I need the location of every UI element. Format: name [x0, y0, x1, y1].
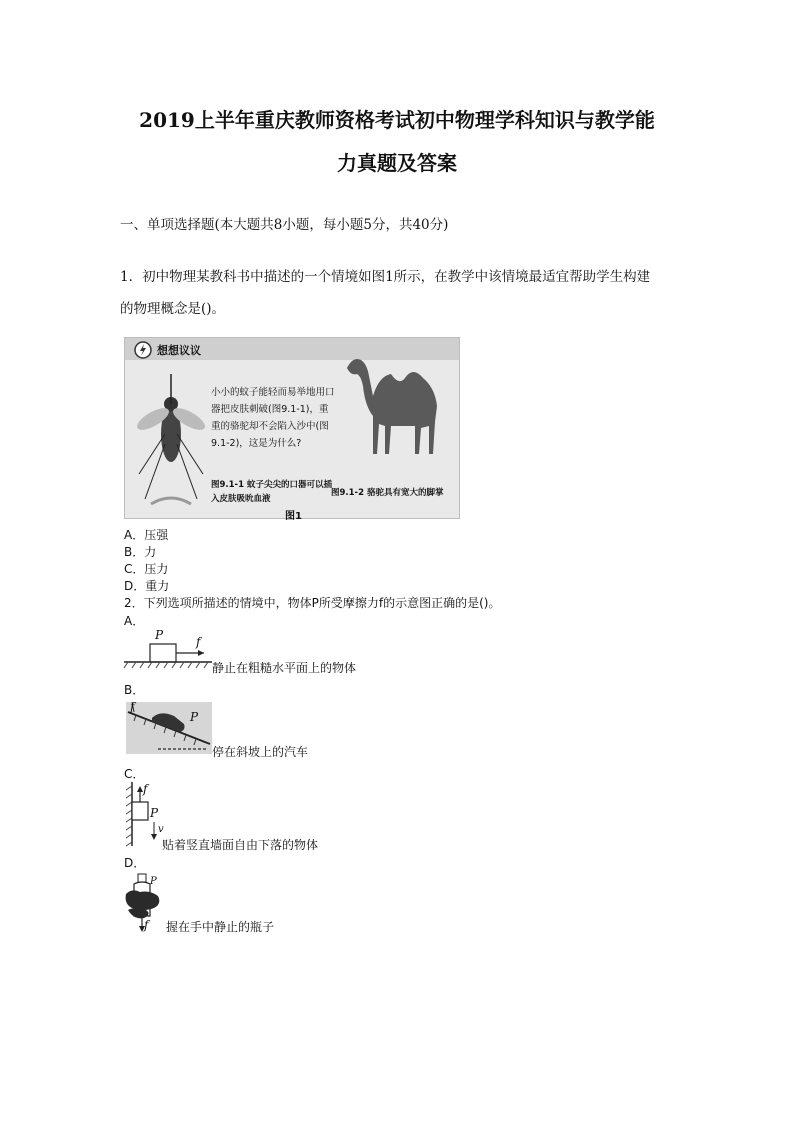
- q2-option-c-caption: 贴着竖直墙面自由下落的物体: [162, 838, 319, 852]
- q2-option-b-letter: B．: [124, 683, 145, 697]
- figure-caption-left: 图9.1-1 蚊子尖尖的口器可以插入皮肤吸吮血液: [211, 480, 332, 504]
- diagram-d-label-p: P: [150, 876, 157, 887]
- figure-header-text: 想想议议: [157, 344, 201, 357]
- diagram-a-horizontal-surface: [124, 628, 214, 668]
- figure-1: [124, 337, 460, 519]
- figure-story-text: 小小的蚊子能轻而易举地用口器把皮肤刺破(图9.1-1)，重重的骆驼却不会陷入沙中(图9.1-2)，这是为什么?: [211, 387, 335, 449]
- mosquito-icon: [131, 364, 211, 514]
- q2-option-c-letter: C．: [124, 767, 145, 781]
- q2-option-a-caption: 静止在粗糙水平面上的物体: [212, 661, 357, 675]
- page-title-line2: 力真题及答案: [337, 151, 457, 175]
- q1-stem-line1: 1．初中物理某教科书中描述的一个情境如图1所示，在教学中该情境最适宜帮助学生构建: [120, 269, 651, 285]
- q2-option-d-letter: D．: [124, 856, 146, 870]
- diagram-d-hand-bottle: [122, 872, 164, 938]
- figure-caption-right: 图9.1-2 骆驼具有宽大的脚掌: [331, 488, 444, 498]
- diagram-b-label-f: f: [130, 700, 135, 714]
- ground-dashed-line: [158, 747, 208, 751]
- q2-option-a-letter: A．: [124, 614, 145, 628]
- diagram-c-label-f: f: [143, 782, 148, 796]
- section-heading: 一、单项选择题(本大题共8小题，每小题5分，共40分): [120, 217, 449, 233]
- diagram-c-label-v: v: [158, 824, 164, 835]
- q1-option-c: C．压力: [124, 562, 169, 576]
- diagram-a-label-f: f: [196, 635, 201, 649]
- q1-option-d: D．重力: [124, 579, 170, 593]
- lightning-icon: [133, 340, 153, 360]
- q1-option-a: A．压强: [124, 528, 169, 542]
- diagram-c-label-p: P: [150, 806, 159, 820]
- q1-option-b: B．力: [124, 545, 157, 559]
- diagram-a-label-p: P: [155, 628, 164, 642]
- diagram-d-label-f: f: [144, 918, 149, 932]
- q2-stem: 2．下列选项所描述的情境中，物体P所受摩擦力f的示意图正确的是()。: [124, 596, 501, 610]
- q2-option-b-caption: 停在斜坡上的汽车: [212, 745, 309, 759]
- q1-stem-line2: 的物理概念是()。: [120, 301, 226, 317]
- figure-1-label: 图1: [285, 511, 302, 522]
- page-title-line1: 2019上半年重庆教师资格考试初中物理学科知识与教学能: [139, 108, 655, 132]
- camel-icon: [339, 346, 459, 461]
- q2-option-d-caption: 握在手中静止的瓶子: [166, 920, 275, 934]
- diagram-b-label-p: P: [190, 710, 199, 724]
